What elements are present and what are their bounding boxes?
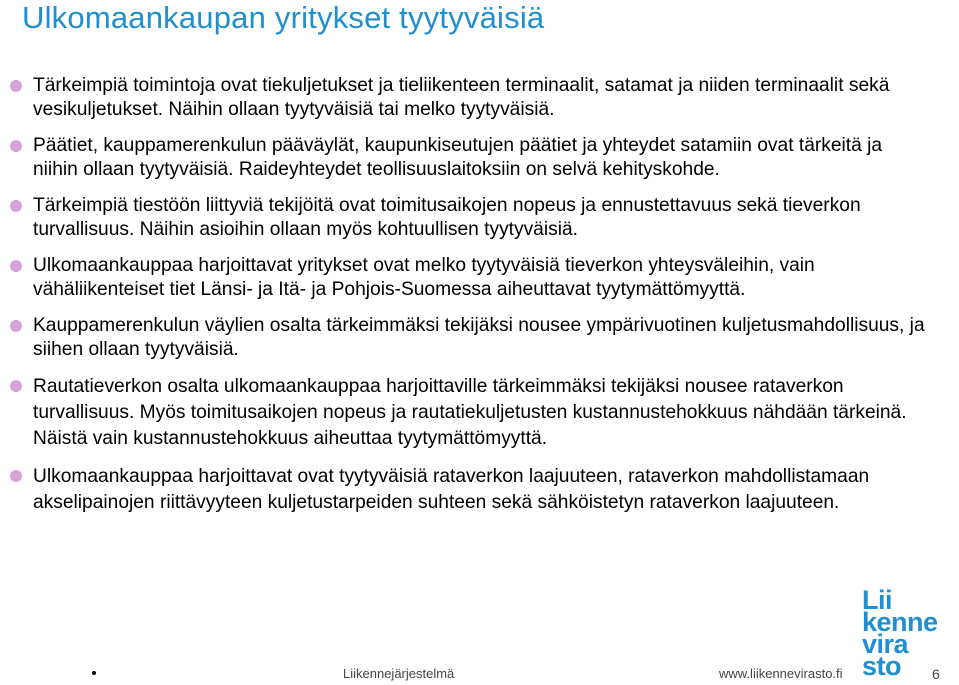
logo-line: kenne [862,607,938,637]
slide-title: Ulkomaankaupan yritykset tyytyväisiä [22,0,545,35]
footer-dot-icon [92,671,96,675]
page-number: 6 [932,666,940,682]
bullet-text: Ulkomaankauppaa harjoittavat ovat tyytyväisiä rataverkon laajuuteen, rataverkon mahdollistamaan akselipainojen riittävyyteen kuljetustarpeiden suhteen sekä sähköistetyn rataverkon laajuuteen. [33,466,870,513]
bullet-dot-icon [10,80,22,92]
bullet-item [10,374,930,452]
bullet-item [10,134,930,182]
bullet-text: Päätiet, kauppamerenkulun pääväylät, kaupunkiseutujen päätiet ja yhteydet satamiin ovat tärkeitä ja niihin ollaan tyytyväisiä. Raideyhteydet teollisuuslaitoksiin on selvä kehityskohde. [33,135,883,180]
bullet-item [10,194,930,242]
logo-line: Lii [862,585,892,615]
bullet-dot-icon [10,320,22,332]
bullet-dot-icon [10,200,22,212]
bullet-item [10,254,930,302]
bullet-text: Tärkeimpiä tiestöön liittyviä tekijöitä ovat toimitusaikojen nopeus ja ennustettavuus sekä tieverkon turvallisuus. Näihin asioihin ollaan myös kohtuullisen tyytyväisiä. [33,195,861,240]
bullet-dot-icon [10,140,22,152]
bullet-dot-icon [10,380,22,392]
bullet-text: Ulkomaankauppaa harjoittavat yritykset ovat melko tyytyväisiä tieverkon yhteysväleihin, vain vähäliikenteiset tiet Länsi- ja Itä- ja Pohjois-Suomessa aiheuttavat tyytymättömyyttä. [33,255,815,300]
footer-website-link[interactable]: www.liikennevirasto.fi [719,666,843,681]
bullet-item [10,314,930,362]
bullet-list [10,74,930,528]
bullet-item [10,74,930,122]
bullet-item [10,464,930,516]
bullet-text: Rautatieverkon osalta ulkomaankauppaa harjoittaville tärkeimmäksi tekijäksi nousee rataverkon turvallisuus. Myös toimitusaikojen nopeus ja rautatiekuljetusten kustannustehokkuus nähdään tärkeinä. Näistä vain kustannustehokkuus aiheuttaa tyytymättömyyttä. [33,376,907,449]
logo-line: vira [862,629,909,659]
bullet-dot-icon [10,260,22,272]
logo-line: sto [862,651,901,681]
bullet-text: Tärkeimpiä toimintoja ovat tiekuljetukset ja tieliikenteen terminaalit, satamat ja niiden terminaalit sekä vesikuljetukset. Näihin ollaan tyytyväisiä tai melko tyytyväisiä. [33,75,890,120]
liikennevirasto-logo [862,585,938,681]
bullet-text: Kauppamerenkulun väylien osalta tärkeimmäksi tekijäksi nousee ympärivuotinen kuljetusmahdollisuus, ja siihen ollaan tyytyväisiä. [33,315,925,360]
bullet-dot-icon [10,470,22,482]
footer-section-label: Liikennejärjestelmä [343,666,455,681]
